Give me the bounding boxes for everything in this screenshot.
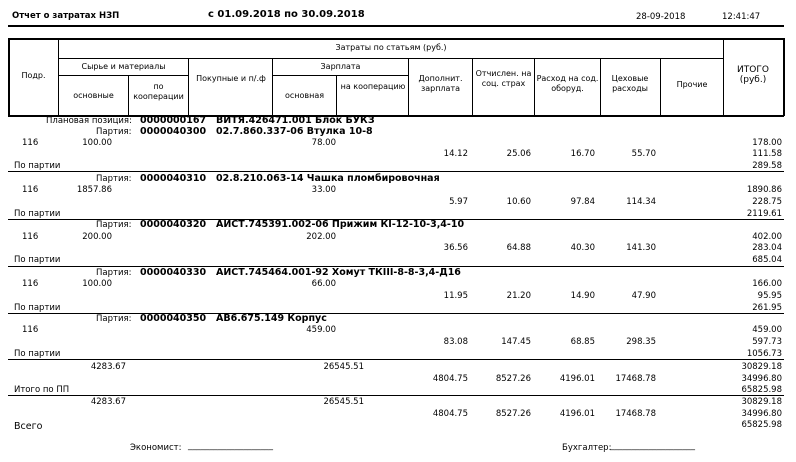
- batch-number: 0000040300: [140, 126, 207, 137]
- batch-social: 25.06: [506, 149, 531, 159]
- batch-social: 21.20: [506, 291, 531, 301]
- batch-total-2: 597.73: [752, 337, 782, 347]
- pp-extra-salary: 4804.75: [432, 374, 468, 384]
- economist-label: Экономист:: [130, 443, 182, 453]
- batch-total-1: 178.00: [752, 138, 782, 148]
- header-total: ИТОГО (руб.): [737, 65, 769, 85]
- batch-equipment: 97.84: [570, 197, 595, 207]
- report-title: Отчет о затратах НЗП: [12, 11, 120, 21]
- batch-separator: [8, 359, 784, 360]
- title-underline: [8, 25, 784, 27]
- grand-social: 8527.26: [495, 409, 531, 419]
- header-salary-coop: на кооперацию: [340, 82, 406, 91]
- batch-shop: 55.70: [631, 149, 656, 159]
- batch-social: 64.88: [506, 243, 531, 253]
- pp-salary-main: 26545.51: [323, 362, 364, 372]
- header-podr: Подр.: [21, 71, 46, 80]
- raw-sub-line: [58, 75, 188, 76]
- batch-total-1: 459.00: [752, 325, 782, 335]
- batch-name: 02.7.860.337-06 Втулка 10-8: [216, 126, 373, 137]
- col-divider: [336, 75, 337, 116]
- batch-extra-salary: 36.56: [443, 243, 468, 253]
- batch-shop: 47.90: [631, 291, 656, 301]
- batch-equipment: 14.90: [570, 291, 595, 301]
- batch-name: АИСТ.745391.002-06 Прижим КI-12-10-3,4-10: [216, 219, 465, 230]
- batch-separator: [8, 171, 784, 172]
- col-divider: [188, 58, 189, 116]
- batch-label: Партия:: [96, 268, 132, 278]
- batch-podr: 116: [22, 138, 39, 148]
- batch-number: 0000040350: [140, 313, 207, 324]
- accountant-signature-line: ____________________: [610, 441, 695, 451]
- batch-number: 0000040310: [140, 173, 207, 184]
- grand-total-2: 34996.80: [741, 409, 782, 419]
- header-raw-main: основные: [73, 91, 114, 100]
- header-extra-salary: Дополнит. зарплата: [418, 74, 463, 93]
- grand-shop: 17468.78: [615, 409, 656, 419]
- col-divider: [723, 38, 724, 116]
- position-label: Плановая позиция:: [46, 116, 132, 126]
- batch-salary-main: 78.00: [311, 138, 336, 148]
- batch-podr: 116: [22, 232, 39, 242]
- header-salary-group: Зарплата: [320, 62, 361, 71]
- batch-equipment: 40.30: [570, 243, 595, 253]
- header-costs-group: Затраты по статьям (руб.): [335, 43, 447, 52]
- by-batch-label: По партии: [14, 209, 61, 219]
- batch-name: АВ6.675.149 Корпус: [216, 313, 327, 324]
- batch-equipment: 16.70: [570, 149, 595, 159]
- batch-label: Партия:: [96, 127, 132, 137]
- report-time: 12:41:47: [722, 12, 761, 22]
- report-date: 28-09-2018: [636, 12, 686, 22]
- batch-total: 2119.61: [746, 209, 782, 219]
- pp-total-separator: [8, 395, 784, 396]
- header-mid-line: [58, 58, 723, 59]
- batch-podr: 116: [22, 279, 39, 289]
- header-raw-group: Сырье и материалы: [81, 62, 166, 71]
- batch-salary-main: 66.00: [311, 279, 336, 289]
- grand-equipment: 4196.01: [559, 409, 595, 419]
- batch-social: 10.60: [506, 197, 531, 207]
- report-period: с 01.09.2018 по 30.09.2018: [208, 9, 365, 20]
- header-social: Отчислен. на соц. страх: [475, 69, 532, 88]
- accountant-label: Бухгалтер:: [562, 443, 612, 453]
- batch-name: 02.8.210.063-14 Чашка пломбировочная: [216, 173, 440, 184]
- header-equipment: Расход на сод. оборуд.: [536, 74, 599, 93]
- batch-raw-main: 100.00: [82, 279, 112, 289]
- pp-social: 8527.26: [495, 374, 531, 384]
- batch-total-2: 95.95: [757, 291, 782, 301]
- batch-salary-main: 202.00: [306, 232, 336, 242]
- batch-raw-main: 200.00: [82, 232, 112, 242]
- batch-equipment: 68.85: [570, 337, 595, 347]
- batch-number: 0000040330: [140, 267, 207, 278]
- pp-total-label: Итого по ПП: [14, 385, 70, 395]
- grand-total-label: Всего: [14, 421, 43, 432]
- salary-sub-line: [272, 75, 408, 76]
- batch-raw-main: 100.00: [82, 138, 112, 148]
- batch-total: 289.58: [752, 161, 782, 171]
- grand-total-1: 30829.18: [741, 397, 782, 407]
- batch-number: 0000040320: [140, 219, 207, 230]
- grand-extra-salary: 4804.75: [432, 409, 468, 419]
- by-batch-label: По партии: [14, 349, 61, 359]
- batch-label: Партия:: [96, 220, 132, 230]
- batch-total-1: 402.00: [752, 232, 782, 242]
- batch-total: 1056.73: [746, 349, 782, 359]
- economist-signature-line: ____________________: [188, 441, 273, 451]
- header-purchased: Покупные и п/.ф: [196, 74, 266, 83]
- batch-total-1: 1890.86: [746, 185, 782, 195]
- batch-extra-salary: 83.08: [443, 337, 468, 347]
- pp-total-3: 65825.98: [741, 385, 782, 395]
- position-name: ВИТЯ.426471.001 Блок БУКЗ: [216, 115, 375, 126]
- batch-label: Партия:: [96, 174, 132, 184]
- col-divider: [600, 58, 601, 116]
- batch-shop: 298.35: [626, 337, 656, 347]
- batch-total-1: 166.00: [752, 279, 782, 289]
- header-other: Прочие: [676, 80, 708, 89]
- batch-total: 261.95: [752, 303, 782, 313]
- header-salary-main: основная: [284, 91, 325, 100]
- batch-extra-salary: 14.12: [443, 149, 468, 159]
- batch-total: 685.04: [752, 255, 782, 265]
- batch-shop: 114.34: [626, 197, 656, 207]
- by-batch-label: По партии: [14, 161, 61, 171]
- position-code: 0000000167: [140, 115, 207, 126]
- batch-salary-main: 33.00: [311, 185, 336, 195]
- batch-name: АИСТ.745464.001-92 Хомут ТКIII-8-8-3,4-Д16: [216, 267, 461, 278]
- batch-extra-salary: 5.97: [449, 197, 468, 207]
- batch-label: Партия:: [96, 314, 132, 324]
- by-batch-label: По партии: [14, 303, 61, 313]
- pp-raw-main: 4283.67: [90, 362, 126, 372]
- pp-shop: 17468.78: [615, 374, 656, 384]
- pp-equipment: 4196.01: [559, 374, 595, 384]
- batch-total-2: 111.58: [752, 149, 782, 159]
- batch-podr: 116: [22, 325, 39, 335]
- header-top-border: [8, 38, 784, 40]
- grand-total-3: 65825.98: [741, 420, 782, 430]
- batch-salary-main: 459.00: [306, 325, 336, 335]
- batch-raw-main: 1857.86: [76, 185, 112, 195]
- header-shop: Цеховые расходы: [611, 74, 649, 93]
- batch-shop: 141.30: [626, 243, 656, 253]
- batch-total-2: 283.04: [752, 243, 782, 253]
- batch-extra-salary: 11.95: [443, 291, 468, 301]
- batch-social: 147.45: [501, 337, 531, 347]
- header-right-border: [783, 38, 785, 116]
- pp-total-2: 34996.80: [741, 374, 782, 384]
- grand-salary-main: 26545.51: [323, 397, 364, 407]
- batch-total-2: 228.75: [752, 197, 782, 207]
- by-batch-label: По партии: [14, 255, 61, 265]
- batch-podr: 116: [22, 185, 39, 195]
- pp-total-1: 30829.18: [741, 362, 782, 372]
- header-raw-coop: по кооперации: [133, 82, 184, 101]
- grand-raw-main: 4283.67: [90, 397, 126, 407]
